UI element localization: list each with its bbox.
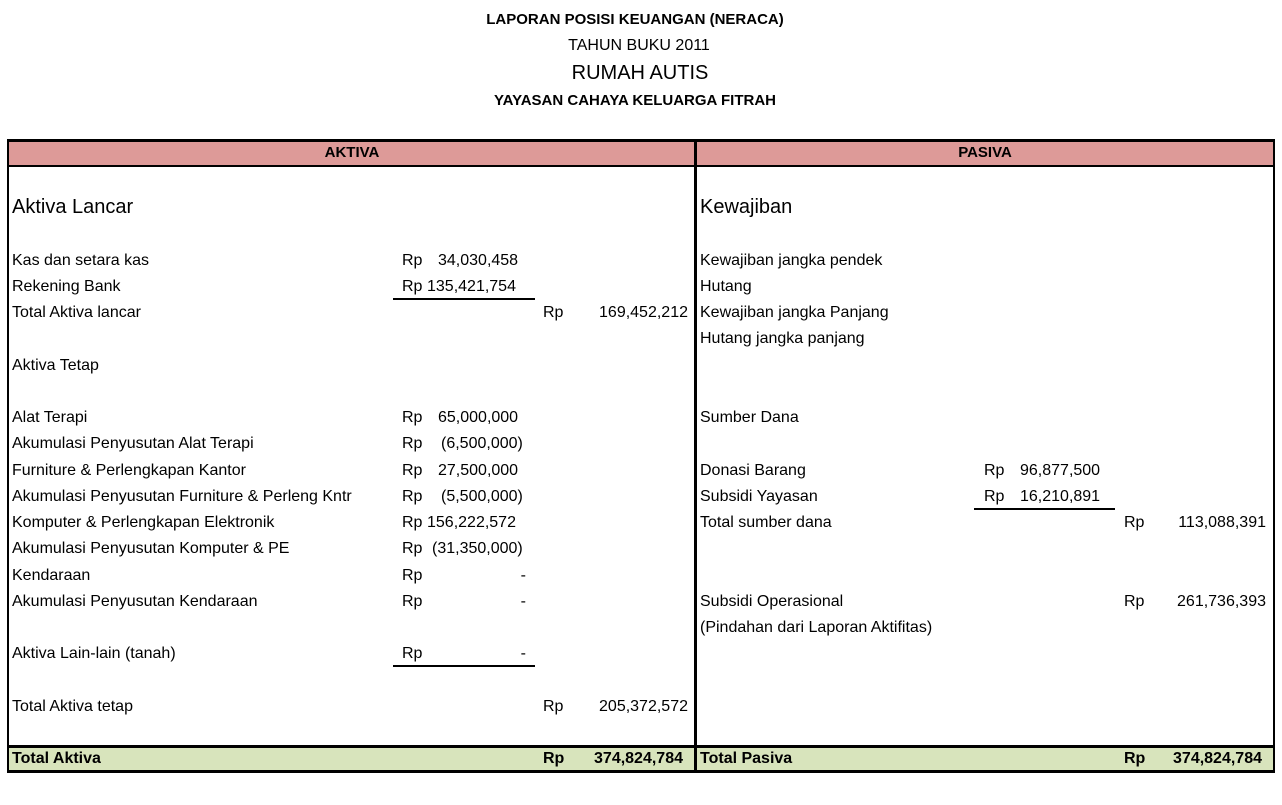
bank-value: 135,421,754 — [427, 278, 516, 295]
bank-rp: Rp — [402, 278, 423, 295]
donasi-value: 96,877,500 — [1020, 462, 1101, 479]
kas-rp: Rp — [402, 252, 423, 269]
item-rp: Rp — [402, 435, 423, 452]
item-rp: Rp — [402, 540, 423, 557]
item-rp: Rp — [402, 514, 423, 531]
item-value: 156,222,572 — [427, 514, 516, 531]
donasi-rp: Rp — [984, 462, 1005, 479]
item-value: 27,500,000 — [438, 462, 519, 479]
item-label: Akumulasi Penyusutan Furniture & Perleng Kntr — [12, 488, 352, 505]
total-pasiva-value: 374,824,784 — [1173, 750, 1262, 767]
aktiva-lain-label: Aktiva Lain-lain (tanah) — [12, 645, 176, 662]
total-pasiva-rp: Rp — [1124, 750, 1146, 767]
aktiva-lain-value: - — [520, 645, 526, 662]
table-border-right — [1273, 139, 1275, 773]
subtotal-underline-sumber-dana — [974, 508, 1115, 510]
total-lancar-value: 169,452,212 — [599, 304, 688, 321]
table-border-bottom — [7, 770, 1275, 773]
donasi-label: Donasi Barang — [700, 462, 806, 479]
total-aktiva-rp: Rp — [543, 750, 565, 767]
item-label: Akumulasi Penyusutan Komputer & PE — [12, 540, 290, 557]
section-aktiva-lancar: Aktiva Lancar — [12, 196, 134, 218]
section-kewajiban: Kewajiban — [700, 196, 793, 218]
item-rp: Rp — [402, 488, 423, 505]
subsidi-yayasan-label: Subsidi Yayasan — [700, 488, 818, 505]
hutang-label: Hutang — [700, 278, 752, 295]
item-label: Furniture & Perlengkapan Kantor — [12, 462, 246, 479]
total-aktiva-label: Total Aktiva — [12, 750, 101, 767]
item-rp: Rp — [402, 462, 423, 479]
item-value: (6,500,000) — [441, 435, 523, 452]
kas-value: 34,030,458 — [438, 252, 519, 269]
kewajiban-panjang-label: Kewajiban jangka Panjang — [700, 304, 889, 321]
total-tetap-rp: Rp — [543, 698, 564, 715]
subsidi-operasional-value: 261,736,393 — [1177, 593, 1266, 610]
hutang-panjang-label: Hutang jangka panjang — [700, 330, 865, 347]
subtotal-underline-tetap — [393, 665, 535, 667]
organization-name: RUMAH AUTIS — [571, 62, 709, 84]
foundation-name: YAYASAN CAHAYA KELUARGA FITRAH — [493, 92, 776, 109]
report-title: LAPORAN POSISI KEUANGAN (NERACA) — [486, 11, 784, 28]
sumber-dana-label: Sumber Dana — [700, 409, 799, 426]
subsidi-yayasan-value: 16,210,891 — [1020, 488, 1101, 505]
total-aktiva-value: 374,824,784 — [594, 750, 683, 767]
footer-divider-top — [7, 745, 1275, 748]
total-tetap-label: Total Aktiva tetap — [12, 698, 133, 715]
item-label: Akumulasi Penyusutan Kendaraan — [12, 593, 258, 610]
item-rp: Rp — [402, 409, 423, 426]
kewajiban-pendek-label: Kewajiban jangka pendek — [700, 252, 883, 269]
total-pasiva-label: Total Pasiva — [700, 750, 793, 767]
table-column-divider — [694, 139, 697, 773]
item-value: - — [520, 567, 526, 584]
item-label: Komputer & Perlengkapan Elektronik — [12, 514, 275, 531]
item-label: Akumulasi Penyusutan Alat Terapi — [12, 435, 254, 452]
item-value: (31,350,000) — [432, 540, 523, 557]
item-value: (5,500,000) — [441, 488, 523, 505]
table-border-top — [7, 139, 1275, 142]
item-rp: Rp — [402, 593, 423, 610]
pasiva-heading: PASIVA — [958, 144, 1012, 161]
item-label: Kendaraan — [12, 567, 91, 584]
total-tetap-value: 205,372,572 — [599, 698, 688, 715]
item-label: Alat Terapi — [12, 409, 88, 426]
subsidi-yayasan-rp: Rp — [984, 488, 1005, 505]
total-lancar-label: Total Aktiva lancar — [12, 304, 141, 321]
item-value: - — [520, 593, 526, 610]
total-sumber-dana-label: Total sumber dana — [700, 514, 832, 531]
subsidi-operasional-label: Subsidi Operasional — [700, 593, 844, 610]
kas-label: Kas dan setara kas — [12, 252, 149, 269]
table-border-left — [7, 139, 9, 773]
aktiva-lain-rp: Rp — [402, 645, 423, 662]
item-rp: Rp — [402, 567, 423, 584]
aktiva-heading: AKTIVA — [324, 144, 380, 161]
report-year: TAHUN BUKU 2011 — [568, 37, 710, 54]
bank-label: Rekening Bank — [12, 278, 121, 295]
subtotal-underline-lancar — [393, 298, 535, 300]
pindahan-note: (Pindahan dari Laporan Aktifitas) — [700, 619, 933, 636]
subsidi-operasional-rp: Rp — [1124, 593, 1145, 610]
section-aktiva-tetap: Aktiva Tetap — [12, 357, 99, 374]
header-divider — [7, 165, 1275, 167]
total-lancar-rp: Rp — [543, 304, 564, 321]
item-value: 65,000,000 — [438, 409, 519, 426]
total-sumber-dana-rp: Rp — [1124, 514, 1145, 531]
total-sumber-dana-value: 113,088,391 — [1178, 514, 1266, 531]
